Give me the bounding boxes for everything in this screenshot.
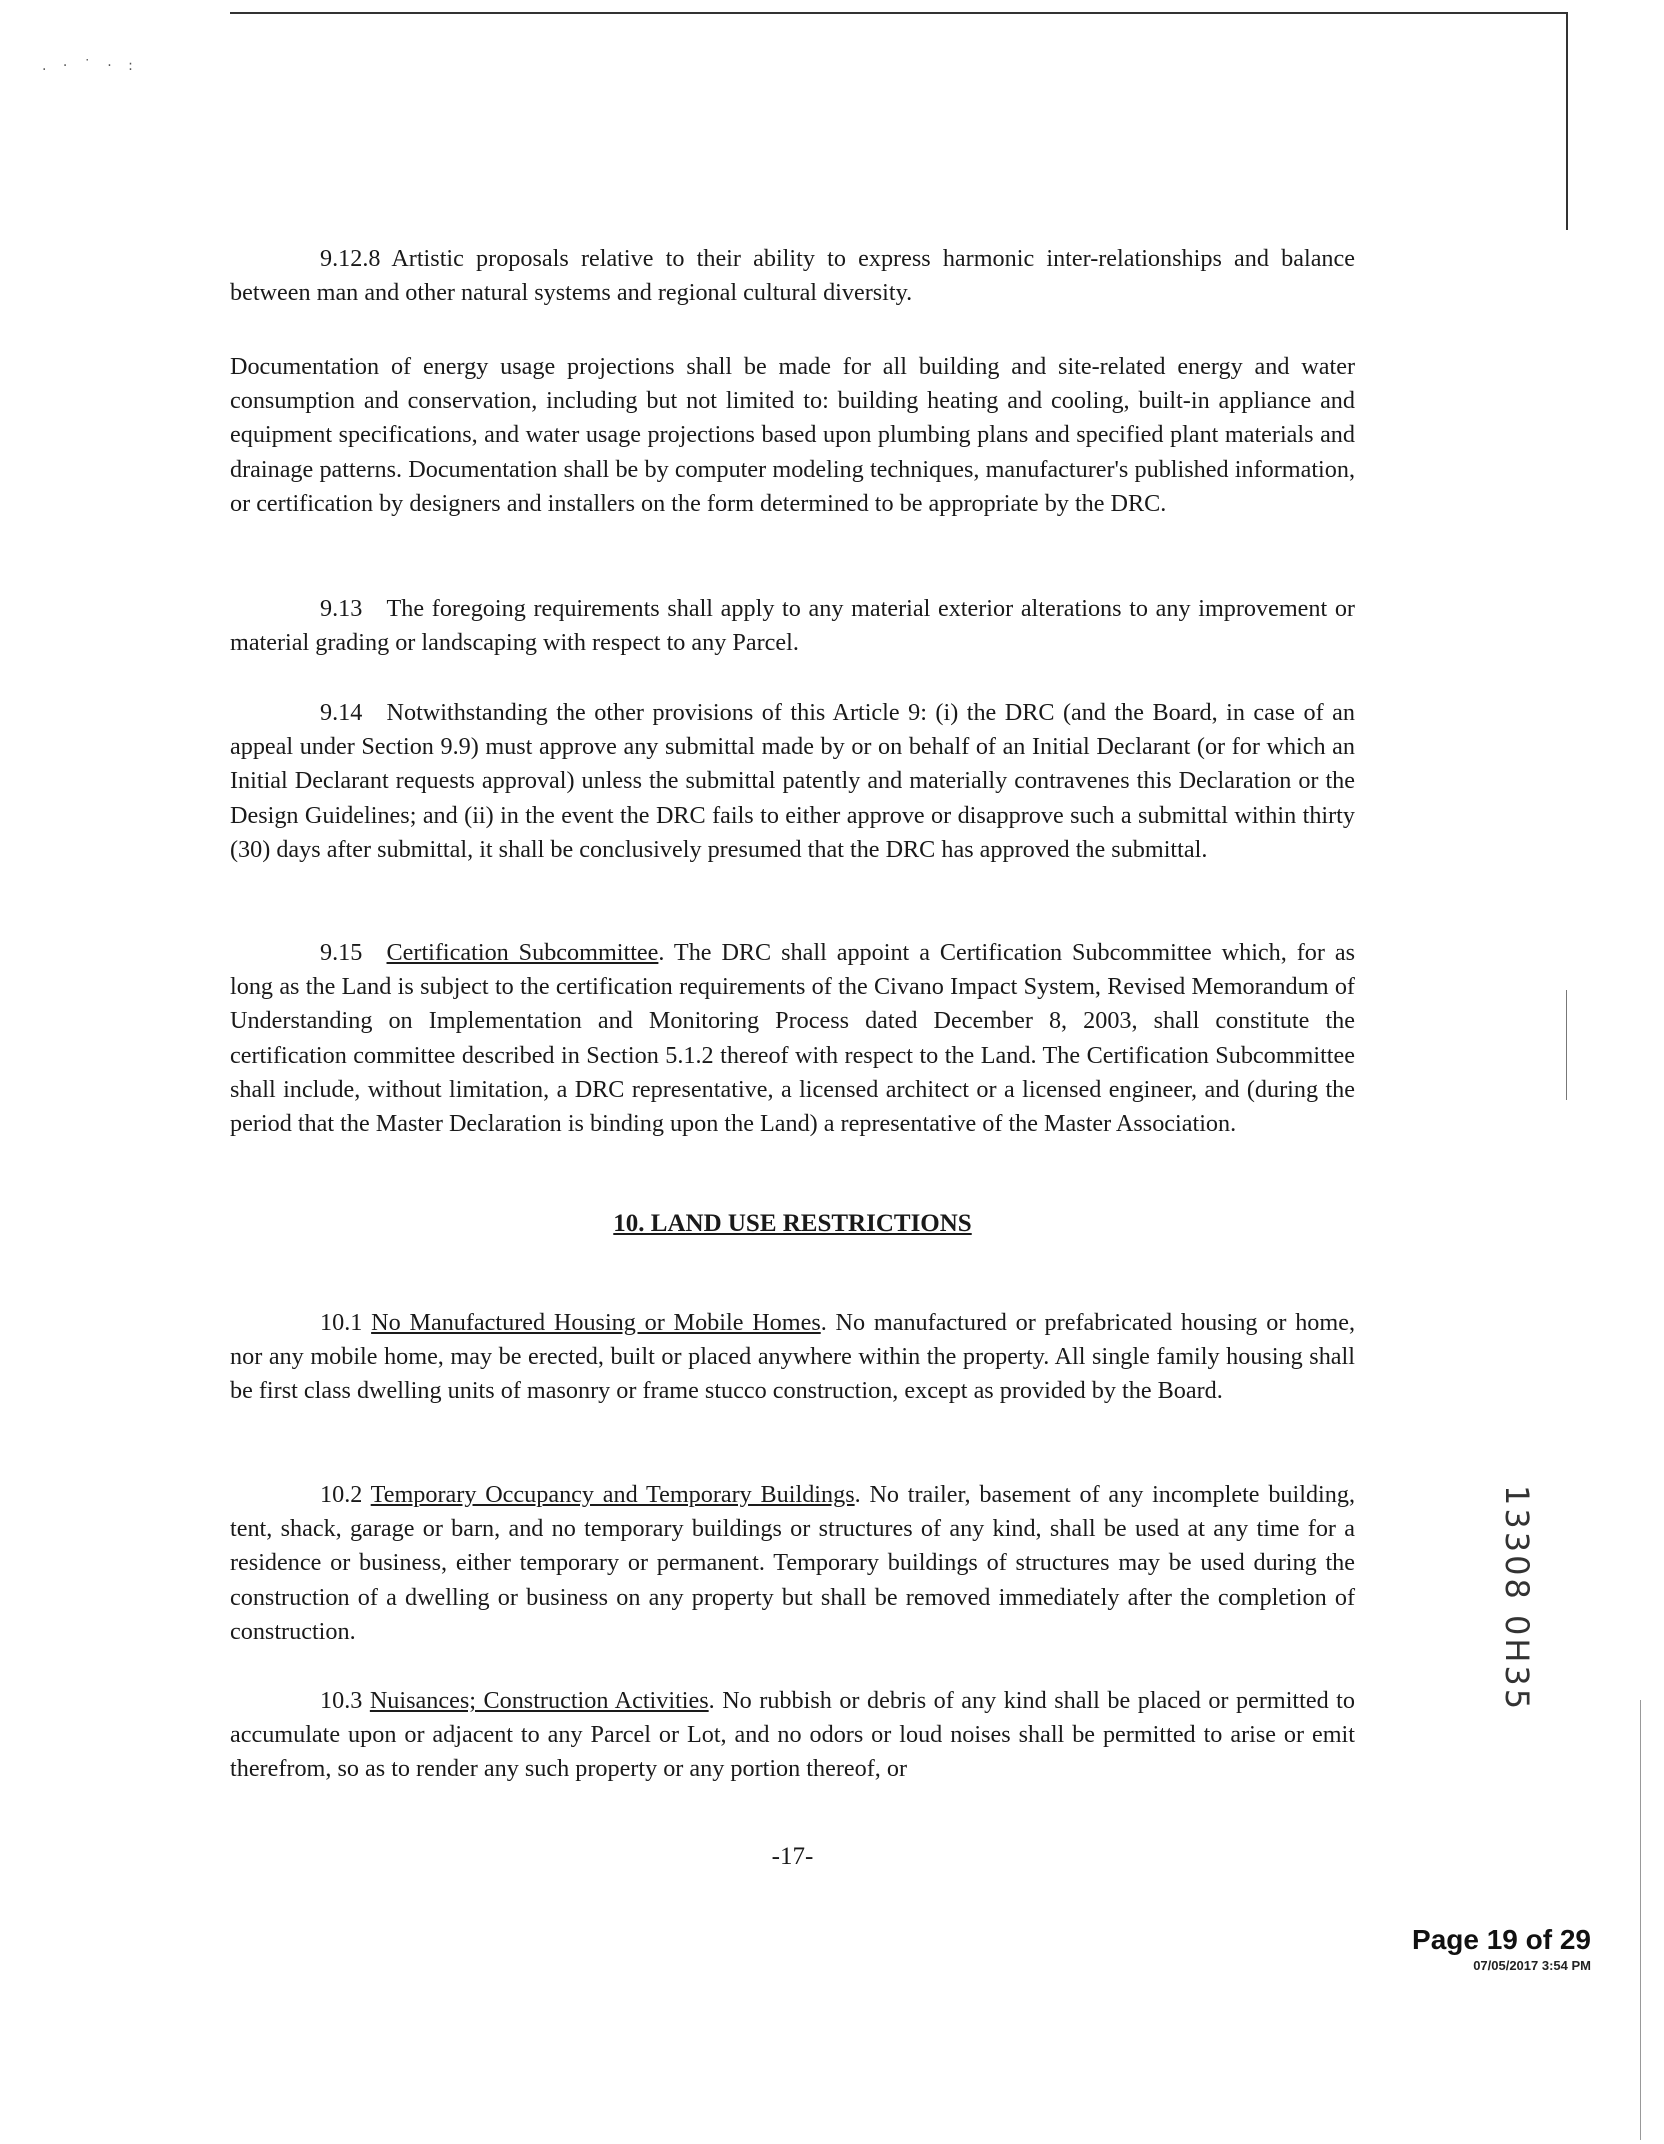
- paragraph-text: [230, 1306, 1355, 1409]
- top-border-line: [230, 12, 1568, 14]
- section-number: 10.3: [320, 1687, 363, 1714]
- paragraph-9-13: [230, 592, 1355, 660]
- paragraph-text: [230, 1478, 1355, 1649]
- section-body: . The DRC shall appoint a Certification Subcommittee which, for as long as the Land is subject to the certification requirements of the Civano Impact System, Revised Memorandum of Understanding on Implementation and Monitoring Process dated December 8, 2003, shall constitute the certification committee described in Section 5.1.2 thereof with respect to the Land. The Certification Subcommittee shall include, without limitation, a DRC representative, a licensed architect or a licensed engineer, and (during the period that the Master Declaration is binding upon the Land) a representative of the Master Association.: [230, 939, 1355, 1138]
- page-number: -17-: [771, 1843, 814, 1870]
- section-number: 10.1: [320, 1309, 363, 1336]
- paragraph-10-1: [230, 1306, 1355, 1409]
- scan-specks: . · ˙ · :: [42, 58, 139, 74]
- scan-edge-line: [1640, 1700, 1641, 2140]
- paragraph-9-14: [230, 696, 1355, 867]
- recorder-footer: [1412, 1924, 1591, 1973]
- section-body: . No manufactured or prefabricated housing or home, nor any mobile home, may be erected, built or placed anywhere within the property. All single family housing shall be first class dwelling units of masonry or frame stucco construction, except as provided by the Board.: [230, 1309, 1355, 1405]
- section-body: . No trailer, basement of any incomplete building, tent, shack, garage or barn, and no temporary buildings or structures of any kind, shall be used at any time for a residence or business, either temporary or permanent. Temporary buildings of structures may be used during the construction of a dwelling or business on any property but shall be removed immediately after the completion of construction.: [230, 1481, 1355, 1645]
- section-title: Certification Subcommittee: [386, 939, 659, 966]
- recording-stamp: 13308 0H35: [1498, 1485, 1536, 1713]
- paragraph-9-15: [230, 936, 1355, 1141]
- paragraph-energy-documentation: [230, 350, 1355, 521]
- section-number: 9.15: [320, 939, 363, 966]
- paragraph-text: Documentation of energy usage projections shall be made for all building and site-related energy and water consumption and conservation, including but not limited to: building heating and cooling, built-in appliance and equipment specifications, and water usage projections based upon plumbing plans and specified plant materials and drainage patterns. Documentation shall be by computer modeling techniques, manufacturer's published information, or certification by designers and installers on the form determined to be appropriate by the DRC.: [230, 353, 1355, 517]
- paragraph-10-2: [230, 1478, 1355, 1649]
- section-heading: 10. LAND USE RESTRICTIONS: [613, 1210, 972, 1237]
- section-title: Nuisances; Construction Activities: [369, 1687, 709, 1714]
- paragraph-text: [230, 936, 1355, 1141]
- paragraph-text: [230, 1684, 1355, 1787]
- paragraph-text: 9.12.8 Artistic proposals relative to their ability to express harmonic inter-relationships and balance between man and other natural systems and regional cultural diversity.: [230, 245, 1355, 307]
- paragraph-9-12-8: [230, 242, 1355, 310]
- right-border-line: [1566, 12, 1568, 230]
- section-body: . No rubbish or debris of any kind shall be placed or permitted to accumulate upon or adjacent to any Parcel or Lot, and no odors or loud noises shall be permitted to arise or emit therefrom, so as to render any such property or any portion thereof, or: [230, 1687, 1355, 1783]
- recorder-date: 07/05/2017 3:54 PM: [1473, 1958, 1591, 1973]
- recorder-page-count: Page 19 of 29: [1412, 1924, 1591, 1955]
- paragraph-text: 9.14 Notwithstanding the other provisions of this Article 9: (i) the DRC (and the Board, in case of an appeal under Section 9.9) must approve any submittal made by or on behalf of an Initial Declarant (or for which an Initial Declarant requests approval) unless the submittal patently and materially contravenes this Declaration or the Design Guidelines; and (ii) in the event the DRC fails to either approve or disapprove such a submittal within thirty (30) days after submittal, it shall be conclusively presumed that the DRC has approved the submittal.: [230, 699, 1355, 863]
- paragraph-text: 9.13 The foregoing requirements shall apply to any material exterior alterations to any improvement or material grading or landscaping with respect to any Parcel.: [230, 595, 1355, 657]
- paragraph-10-3: [230, 1684, 1355, 1787]
- section-number: 10.2: [320, 1481, 363, 1508]
- section-title: Temporary Occupancy and Temporary Buildings: [370, 1481, 855, 1508]
- section-title: No Manufactured Housing or Mobile Homes: [371, 1309, 821, 1336]
- right-margin-mark: [1566, 990, 1567, 1100]
